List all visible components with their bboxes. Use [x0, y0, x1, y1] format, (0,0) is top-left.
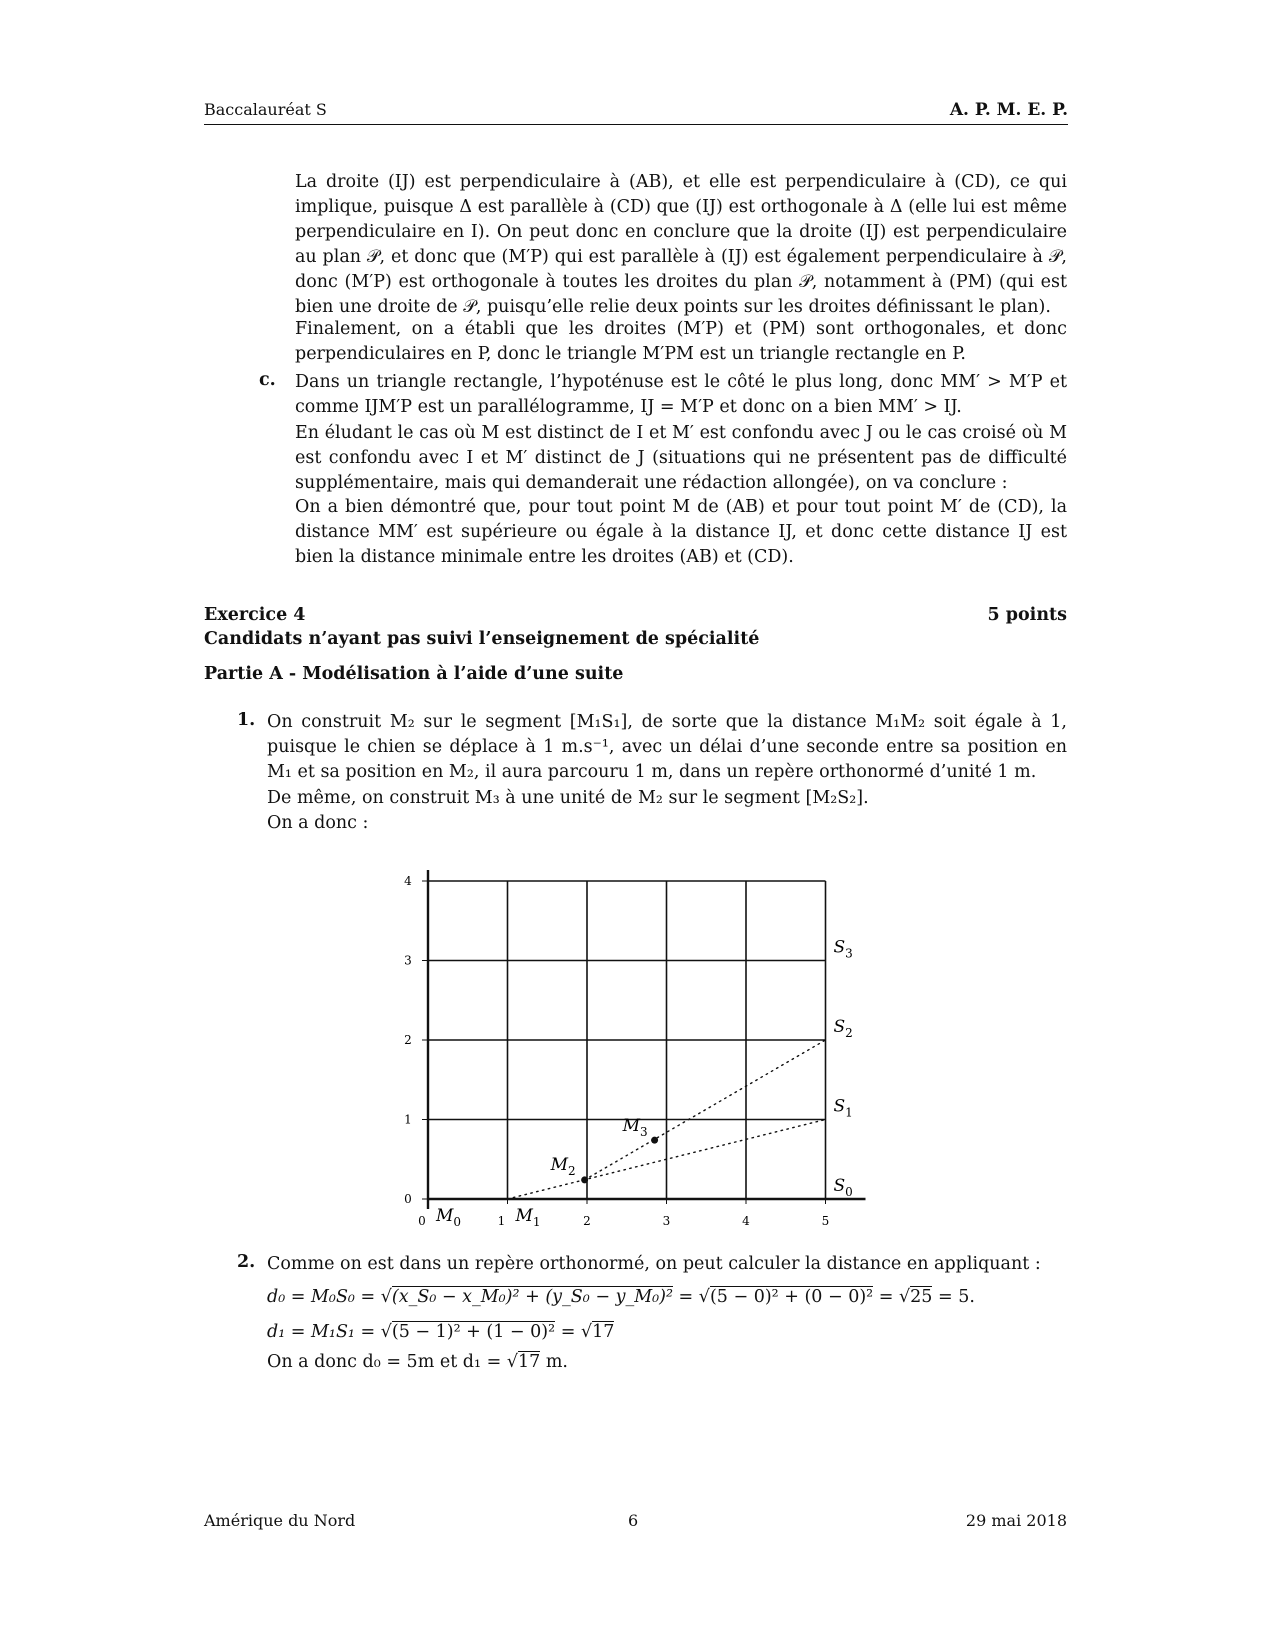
- point-label-M3: $M_3$: [622, 1116, 648, 1140]
- x-tick-label-2: 2: [583, 1214, 591, 1228]
- point-label-S0: $S_0$: [833, 1176, 853, 1199]
- point-label-S1: $S_1$: [833, 1096, 853, 1120]
- eq1-lhs: d₀ = M₀S₀ =: [267, 1287, 381, 1307]
- point-label-M1: $M_1$: [515, 1206, 541, 1229]
- eq1-radicand-2: (5 − 0)² + (0 − 0)²: [709, 1287, 874, 1307]
- eq2-radicand: (5 − 1)² + (1 − 0)²: [391, 1322, 556, 1342]
- q1-text: On construit M₂ sur le segment [M₁S₁], de sorte que la distance M₁M₂ soit égale à 1, puisque le chien se déplace à 1 m.s⁻¹, avec un délai d’une seconde entre sa position en M₁ et sa position en M₂, il aura parcouru 1 m, dans un repère orthonormé d’unité 1 m.: [267, 712, 1067, 782]
- eq1-eq: =: [672, 1287, 699, 1307]
- conclusion-line: On a donc d₀ = 5m et d₁ = √17 m.: [267, 1352, 568, 1372]
- header-right: A. P. M. E. P.: [949, 100, 1068, 120]
- item-c-label: c.: [259, 370, 276, 390]
- eq2-eq: =: [555, 1322, 581, 1342]
- y-tick-label-4: 4: [404, 874, 412, 888]
- point-label-S2: $S_2$: [833, 1017, 853, 1040]
- q2-text: Comme on est dans un repère orthonormé, on peut calculer la distance en appliquant :: [267, 1254, 1041, 1274]
- eq1-radicand: (x_S₀ − x_M₀)² + (y_S₀ − y_M₀)²: [391, 1287, 673, 1307]
- eq1-radicand-3: 25: [910, 1287, 933, 1307]
- exercise-points: 5 points: [987, 605, 1067, 625]
- y-tick-label-3: 3: [404, 953, 412, 968]
- page-header: [204, 100, 1068, 125]
- exercise-title: Exercice 4: [204, 605, 306, 625]
- q2-label: 2.: [237, 1252, 256, 1272]
- paragraph-perpendicular: La droite (IJ) est perpendiculaire à (AB), et elle est perpendiculaire à (CD), ce qui implique, puisque Δ est parallèle à (CD) que (IJ) est orthogonale à Δ (elle lui est même perpendiculaire en I). On peut donc en conclure que la droite (IJ) est perpendiculaire au plan 𝒫, et donc que (M′P) qui est parallèle à (IJ) est également perpendiculaire à 𝒫, donc (M′P) est orthogonale à toutes les droites du plan 𝒫, notamment à (PM) (qui est bien une droite de 𝒫, puisqu’elle relie deux points sur les droites définissant le plan).: [295, 172, 1067, 317]
- concl-unit: m.: [540, 1352, 568, 1372]
- paragraph-c-final: On a bien démontré que, pour tout point M de (AB) et pour tout point M′ de (CD), la distance MM′ est supérieure ou égale à la distance IJ, et donc cette distance IJ est bien la distance minimale entre les droites (AB) et (CD).: [295, 497, 1067, 567]
- x-tick-label-1: 1: [497, 1214, 506, 1228]
- y-tick-label-0: 0: [404, 1192, 412, 1206]
- paragraph-c-cases: En éludant le cas où M est distinct de I et M′ est confondu avec J ou le cas croisé où M est confondu avec I et M′ distinct de J (situations qui ne présentent pas de difficulté supplémentaire, mais qui demanderait une rédaction allongée), on va conclure :: [295, 423, 1067, 493]
- x-tick-label-5: 5: [821, 1214, 830, 1228]
- point-M2: [581, 1176, 588, 1183]
- sequence-figure: [400, 870, 880, 1290]
- point-label-M2: $M_2$: [550, 1154, 576, 1178]
- q1-text-2: De même, on construit M₃ à une unité de M₂ sur le segment [M₂S₂].: [267, 788, 869, 808]
- eq2-radicand-2: 17: [592, 1322, 615, 1342]
- q1-label: 1.: [237, 710, 256, 730]
- segment-M2-S2: [585, 1040, 826, 1180]
- exercise-subtitle: Candidats n’ayant pas suivi l’enseignement de spécialité: [204, 629, 760, 649]
- paragraph-c-hypotenuse: Dans un triangle rectangle, l’hypoténuse est le côté le plus long, donc MM′ > M′P et comme IJM′P est un parallélogramme, IJ = M′P et donc on a bien MM′ > IJ.: [295, 372, 1067, 417]
- header-left: Baccalauréat S: [204, 100, 327, 119]
- concl-radicand: 17: [517, 1352, 541, 1372]
- footer-right: 29 mai 2018: [965, 1511, 1067, 1530]
- x-tick-label-4: 4: [742, 1214, 750, 1228]
- footer-page-number: 6: [628, 1511, 639, 1530]
- point-label-S3: $S_3$: [833, 937, 853, 961]
- paragraph-conclusion-triangle: Finalement, on a établi que les droites (M′P) et (PM) sont orthogonales, et donc perpendiculaires en P, donc le triangle M′PM est un triangle rectangle en P.: [295, 319, 1067, 364]
- equation-d0: d₀ = M₀S₀ = √(x_S₀ − x_M₀)² + (y_S₀ − y_M₀)² = √(5 − 0)² + (0 − 0)² = √25 = 5.: [267, 1287, 975, 1307]
- part-a-title: Partie A - Modélisation à l’aide d’une suite: [204, 664, 624, 684]
- x-tick-label-0: 0: [418, 1214, 426, 1228]
- eq1-result: = 5.: [932, 1287, 975, 1307]
- x-tick-label-3: 3: [662, 1214, 671, 1228]
- q1-text-3: On a donc :: [267, 813, 369, 833]
- footer-left: Amérique du Nord: [204, 1511, 356, 1530]
- eq2-lhs: d₁ = M₁S₁ =: [267, 1322, 381, 1342]
- concl-text: On a donc d₀ = 5m et d₁ =: [267, 1352, 507, 1372]
- point-label-M0: $M_0$: [436, 1206, 462, 1229]
- y-tick-label-1: 1: [404, 1112, 412, 1127]
- y-tick-label-2: 2: [404, 1033, 412, 1047]
- eq1-eq-2: =: [873, 1287, 899, 1307]
- equation-d1: d₁ = M₁S₁ = √(5 − 1)² + (1 − 0)² = √17: [267, 1322, 615, 1342]
- point-M3: [651, 1137, 658, 1144]
